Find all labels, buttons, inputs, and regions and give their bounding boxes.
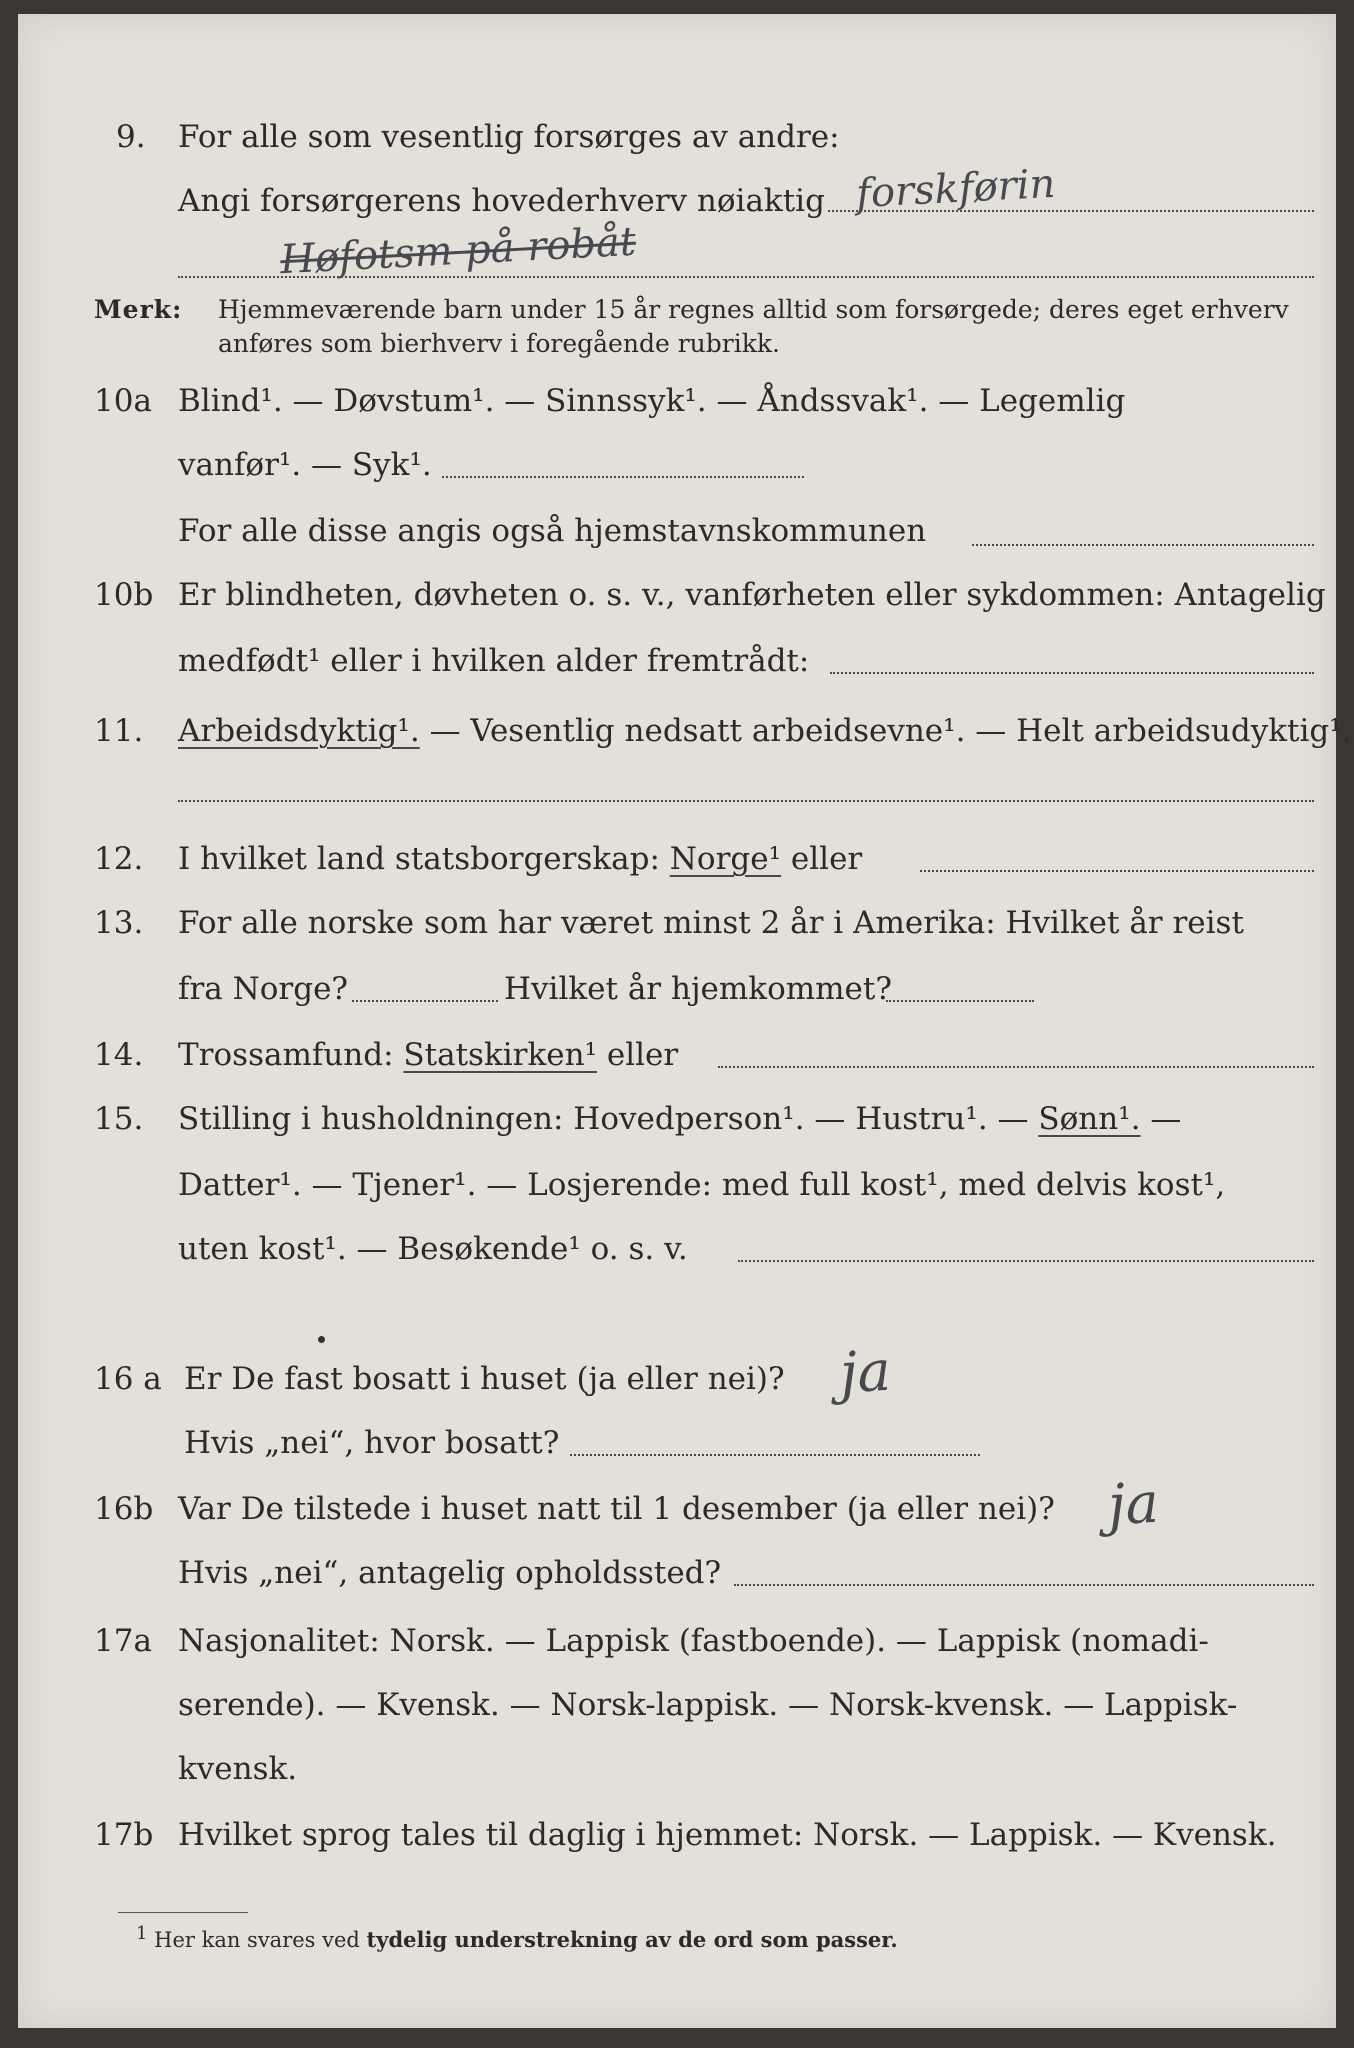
q16a-handwritten-answer: ja	[838, 1338, 893, 1407]
census-form-page	[18, 14, 1352, 2028]
q10a-line2: vanfør¹. — Syk¹.	[178, 447, 432, 483]
item-number-16a: 16 a	[94, 1361, 162, 1397]
q12-tail: eller	[790, 841, 863, 877]
q15-line2: Datter¹. — Tjener¹. — Losjerende: med full kost¹, med delvis kost¹,	[178, 1167, 1226, 1203]
q12-answer-line[interactable]	[920, 870, 1314, 872]
q12-option-norge[interactable]: Norge¹	[669, 841, 782, 877]
q9-answer-line-2[interactable]	[178, 276, 1314, 278]
q11-answer-line[interactable]	[178, 800, 1314, 802]
merk-label: Merk:	[94, 295, 183, 324]
footnote-rule	[118, 1912, 248, 1913]
q11-option-arbeidsdyktig[interactable]: Arbeidsdyktig¹.	[178, 713, 420, 749]
q15-line1-text: Stilling i husholdningen: Hovedperson¹. — Hustru¹. —	[178, 1101, 1029, 1137]
q17a-line2: serende). — Kvensk. — Norsk-lappisk. — Norsk-kvensk. — Lappisk-	[178, 1687, 1238, 1723]
q15-line1-dash: —	[1150, 1101, 1182, 1137]
q10a-municipality-line[interactable]	[972, 544, 1314, 546]
q10a-answer-line[interactable]	[442, 476, 804, 478]
item-number-10b: 10b	[94, 577, 154, 613]
q11-line	[178, 712, 1352, 750]
q10a-line1-text: Blind¹. — Døvstum¹. — Sinnssyk¹. — Åndssvak¹. — Legemlig	[178, 383, 1126, 419]
q15-line3: uten kost¹. — Besøkende¹ o. s. v.	[178, 1231, 688, 1267]
q13-line1: For alle norske som har været minst 2 år i Amerika: Hvilket år reist	[178, 905, 1244, 941]
q13-year-left-line[interactable]	[352, 1000, 498, 1002]
q14-line	[178, 1036, 678, 1074]
q9-handwritten-answer-1: forskførin	[854, 160, 1057, 218]
q12-text: I hvilket land statsborgerskap:	[178, 841, 660, 877]
item-number-14: 14.	[94, 1037, 144, 1073]
q17b-line1: Hvilket sprog tales til daglig i hjemmet: Norsk. — Lappisk. — Kvensk.	[178, 1817, 1277, 1853]
q9-line1: For alle som vesentlig forsørges av andre:	[178, 119, 840, 155]
q13-line2b: Hvilket år hjemkommet?	[504, 971, 892, 1007]
q17a-line1: Nasjonalitet: Norsk. — Lappisk (fastboende). — Lappisk (nomadi-	[178, 1623, 1209, 1659]
merk-line2: anføres som bierhverv i foregående rubrikk.	[218, 329, 780, 358]
item-number-16b: 16b	[94, 1491, 154, 1527]
footnote-mark: 1	[136, 1923, 148, 1944]
q12-line	[178, 840, 862, 878]
q16a-answer-line[interactable]	[570, 1454, 980, 1456]
q10a-line3: For alle disse angis også hjemstavnskommunen	[178, 513, 927, 549]
item-number-12: 12.	[94, 841, 144, 877]
ink-dot	[318, 1336, 325, 1343]
q17a-line3: kvensk.	[178, 1751, 298, 1787]
q14-tail: eller	[606, 1037, 679, 1073]
q16b-handwritten-answer: ja	[1106, 1470, 1161, 1539]
merk-line1: Hjemmeværende barn under 15 år regnes alltid som forsørgede; deres eget erhverv	[218, 295, 1289, 324]
item-number-13: 13.	[94, 905, 144, 941]
q16a-line2: Hvis „nei“, hvor bosatt?	[184, 1425, 560, 1461]
footnote-text: Her kan svares ved	[154, 1928, 360, 1952]
item-number-11: 11.	[94, 713, 144, 749]
q9-handwritten-answer-2: Høfotsm på robåt	[279, 218, 637, 284]
q13-line2a: fra Norge?	[178, 971, 349, 1007]
item-number-10a: 10a	[94, 383, 152, 419]
q16a-line1: Er De fast bosatt i huset (ja eller nei)?	[184, 1361, 785, 1397]
footnote	[136, 1923, 898, 1954]
q13-year-returned-line[interactable]	[886, 1000, 1034, 1002]
q10b-line2: medfødt¹ eller i hvilken alder fremtrådt:	[178, 643, 810, 679]
q10b-line1: Er blindheten, døvheten o. s. v., vanførheten eller sykdommen: Antagelig	[178, 577, 1326, 613]
item-number-17a: 17a	[94, 1623, 152, 1659]
q16b-line1: Var De tilstede i huset natt til 1 desember (ja eller nei)?	[178, 1491, 1055, 1527]
q15-line1	[178, 1100, 1181, 1138]
q16b-answer-line[interactable]	[734, 1584, 1314, 1586]
q9-line2: Angi forsørgerens hovederhverv nøiaktig	[178, 183, 825, 219]
q14-text: Trossamfund:	[178, 1037, 394, 1073]
q15-answer-line[interactable]	[738, 1260, 1314, 1262]
item-number-17b: 17b	[94, 1817, 154, 1853]
item-number-9: 9.	[116, 119, 146, 155]
q10a-line1	[178, 382, 1314, 420]
q15-option-sonn[interactable]: Sønn¹.	[1038, 1101, 1141, 1137]
q14-option-statskirken[interactable]: Statskirken¹	[403, 1037, 597, 1073]
q10b-answer-line[interactable]	[830, 672, 1314, 674]
q14-answer-line[interactable]	[718, 1066, 1314, 1068]
q16b-line2: Hvis „nei“, antagelig opholdssted?	[178, 1555, 722, 1591]
footnote-bold-text: tydelig understrekning av de ord som passer.	[366, 1927, 898, 1952]
item-number-15: 15.	[94, 1101, 144, 1137]
q11-other-options: — Vesentlig nedsatt arbeidsevne¹. — Helt arbeidsudyktig¹.	[429, 713, 1352, 749]
